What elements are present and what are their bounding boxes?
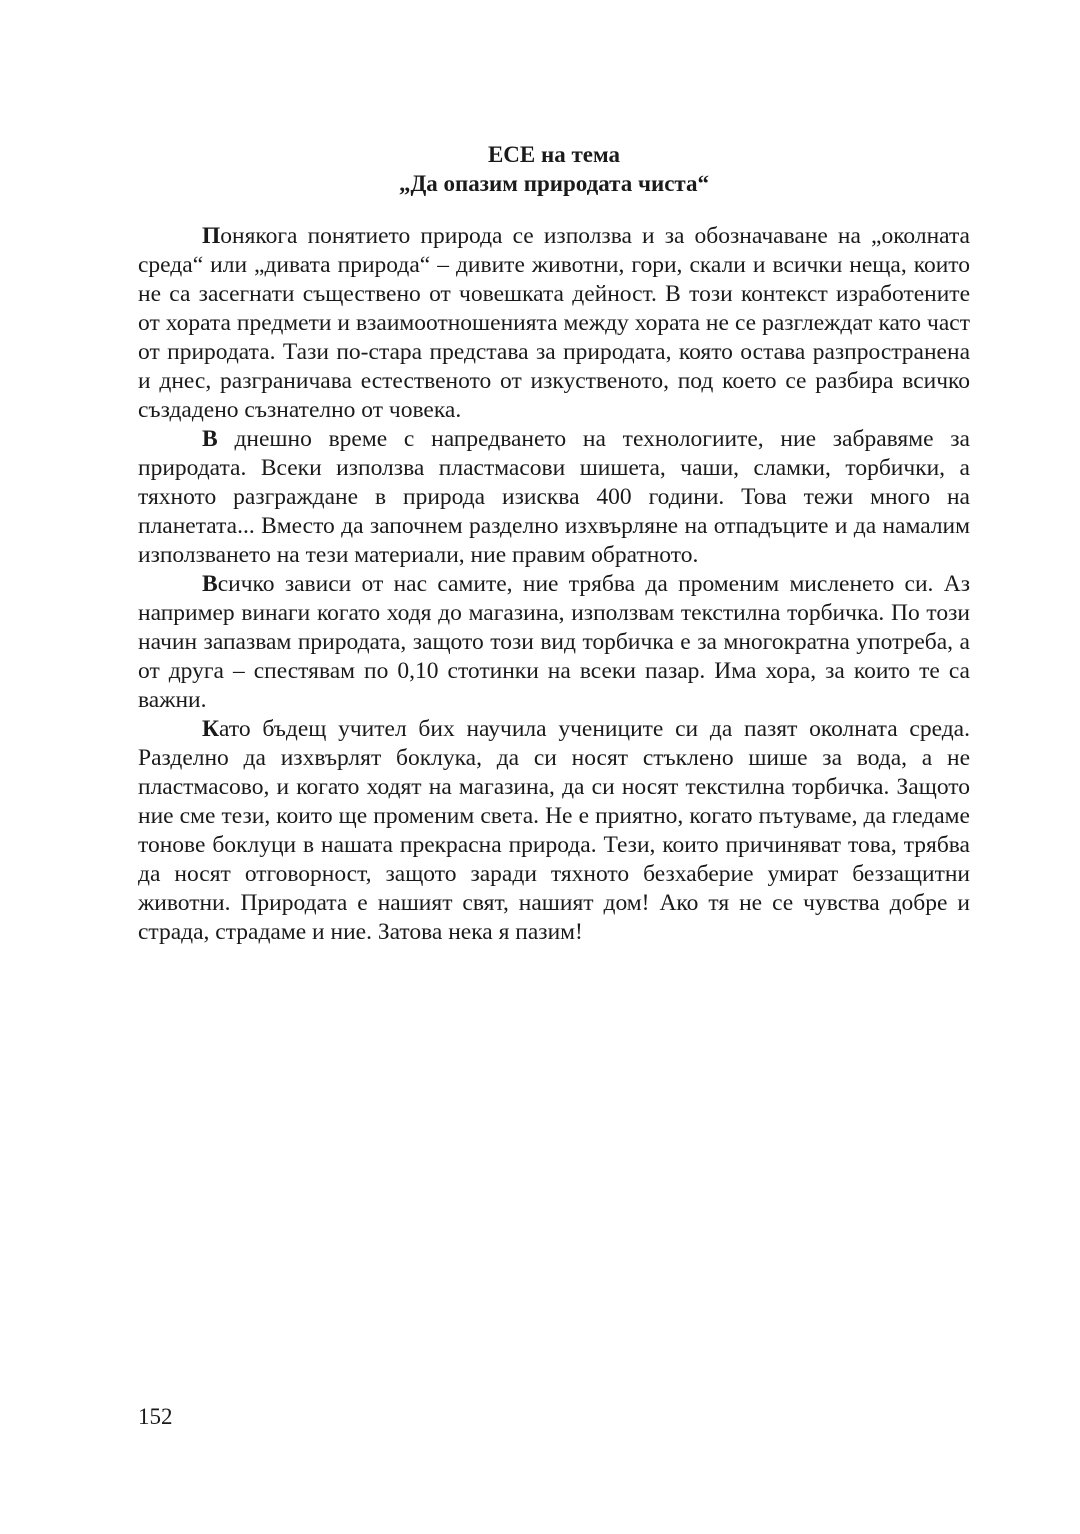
title-line-1: ЕСЕ на тема <box>487 142 621 167</box>
essay-body <box>138 222 970 947</box>
paragraph-3 <box>138 570 970 715</box>
page-number: 152 <box>138 1404 173 1429</box>
title-line-2: „Да опазим природата чиста“ <box>398 171 710 196</box>
paragraph-4 <box>138 715 970 947</box>
paragraph-1-initial: П <box>202 223 221 249</box>
paragraph-2-text: днешно време с напредването на технологиите, ние забравяме за природата. Всеки използва пластмасови шишета, чаши, сламки, торбички, а тяхното разграждане в природа изисква 400 години. Това тежи много на планетата... Вместо да започнем разделно изхвърляне на отпадъците и да намалим използването на тези материали, ние правим обратното. <box>138 426 970 568</box>
paragraph-2 <box>138 425 970 570</box>
paragraph-4-text: ато бъдещ учител бих научила учениците си да пазят околната среда. Разделно да изхвърлят боклука, да си носят стъклено шише за вода, а не пластмасово, и когато ходят на магазина, да си носят текстилна торбичка. Защото ние сме тези, които ще променим света. Не е приятно, когато пътуваме, да гледаме тонове боклуци в нашата прекрасна природа. Тези, които причиняват това, трябва да носят отговорност, защото заради тяхното безхаберие умират беззащитни животни. Природата е нашият свят, нашият дом! Ако тя не се чувства добре и страда, страдаме и ние. Затова нека я пазим! <box>138 716 970 945</box>
essay-title <box>0 140 1080 198</box>
paragraph-4-initial: К <box>202 716 220 742</box>
paragraph-1 <box>138 222 970 425</box>
paragraph-2-initial: В <box>202 426 218 452</box>
paragraph-1-text: онякога понятието природа се използва и за обозначаване на „околната среда“ или „дивата природа“ – дивите животни, гори, скали и всички неща, които не са засегнати съществено от човешката дейност. В този контекст изработените от хората предмети и взаимоотношенията между хората не се разглеждат като част от природата. Тази по-стара представа за природата, която остава разпространена и днес, разграничава естественото от изкуственото, под което се разбира всичко създадено съзнателно от човека. <box>138 223 970 423</box>
paragraph-3-initial: В <box>202 571 218 597</box>
paragraph-3-text: сичко зависи от нас самите, ние трябва да променим мисленето си. Аз например винаги когато ходя до магазина, използвам текстилна торбичка. По този начин запазвам природата, защото този вид торбичка е за многократна употреба, а от друга – спестявам по 0,10 стотинки на всеки пазар. Има хора, за които те са важни. <box>138 571 970 713</box>
